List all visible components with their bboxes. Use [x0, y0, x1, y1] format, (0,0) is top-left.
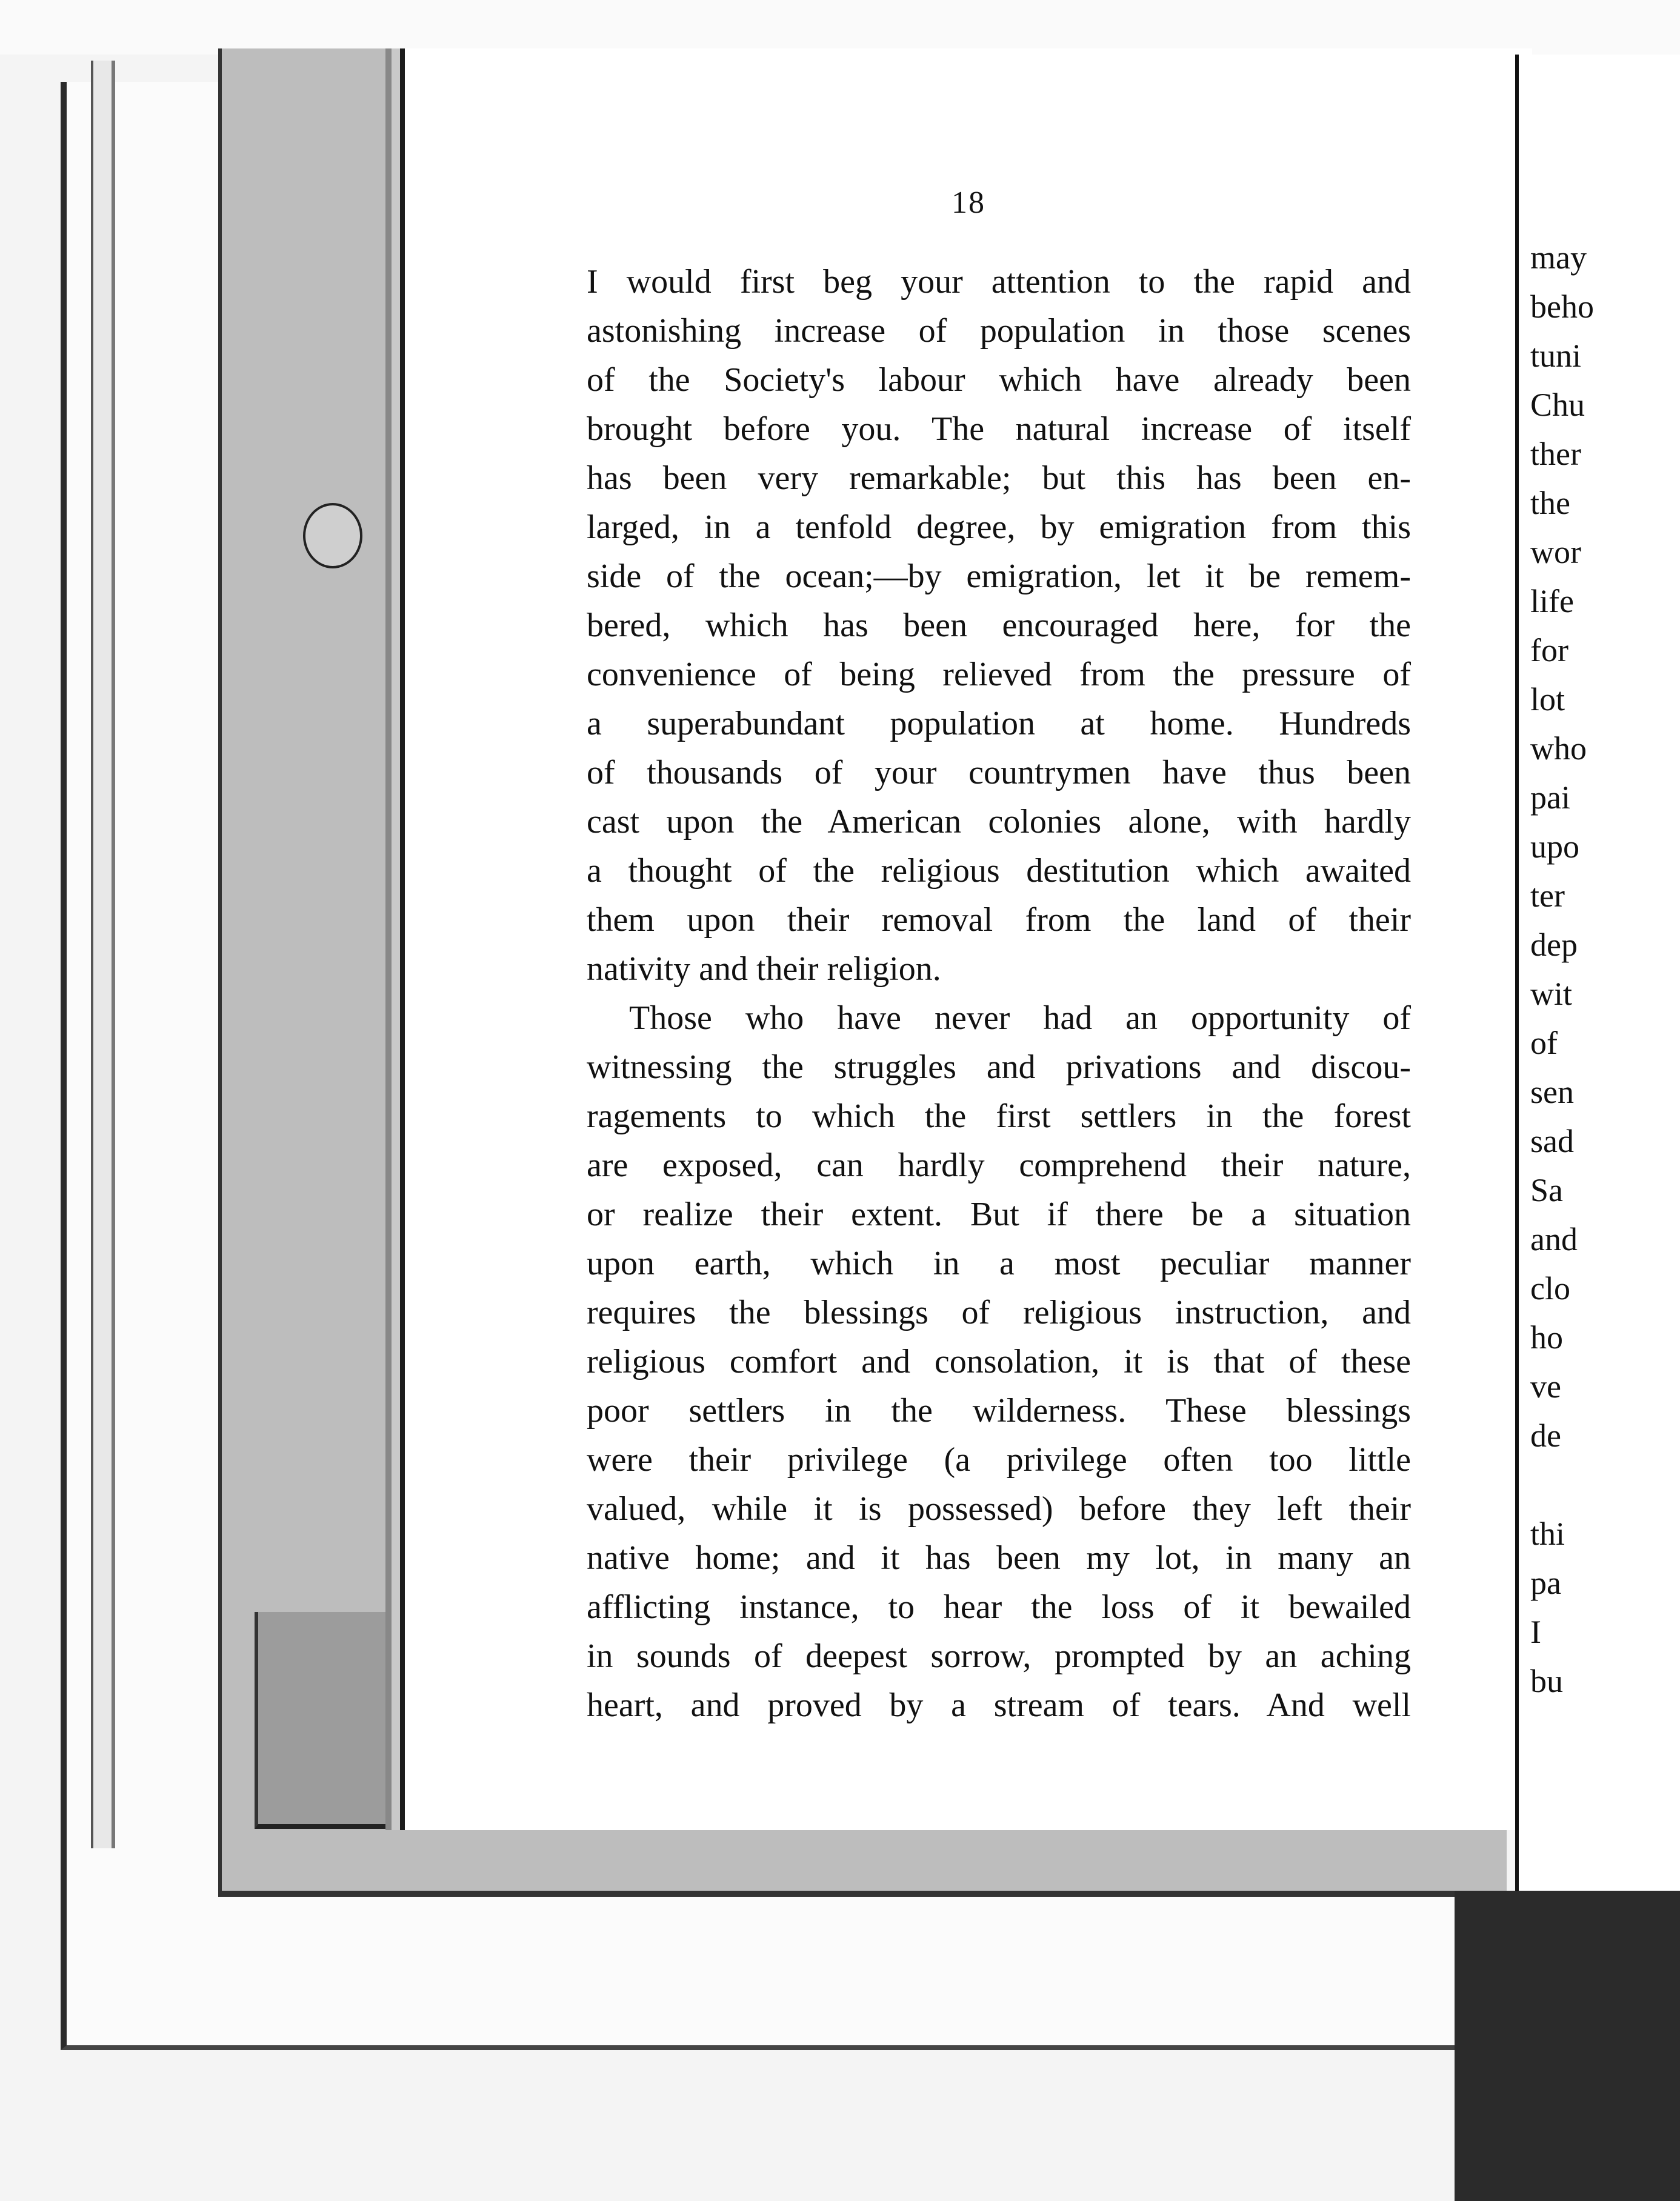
text-line: a thought of the religious destitution which awaited — [587, 852, 1411, 890]
text-line: were their privilege (a privilege often too little — [587, 1441, 1411, 1479]
text-line: witnessing the struggles and privations and discou- — [587, 1048, 1411, 1086]
facing-line: life — [1530, 583, 1574, 619]
text-line: cast upon the American colonies alone, with hardly — [587, 803, 1411, 841]
facing-line: the — [1530, 485, 1570, 521]
book-page — [400, 48, 1532, 1830]
facing-line: sad — [1530, 1123, 1574, 1159]
text-line: religious comfort and consolation, it is that of these — [587, 1343, 1411, 1380]
facing-line: wit — [1530, 976, 1573, 1012]
text-line: or realize their extent. But if there be a situation — [587, 1196, 1411, 1233]
facing-line: ther — [1530, 436, 1581, 472]
facing-page-text — [1530, 233, 1680, 1706]
text-line: ragements to which the first settlers in the forest — [587, 1097, 1411, 1135]
facing-line: pai — [1530, 779, 1570, 816]
facing-line: beho — [1530, 288, 1594, 325]
facing-line: wor — [1530, 534, 1581, 570]
text-line: poor settlers in the wilderness. These blessings — [587, 1392, 1411, 1430]
facing-line: of — [1530, 1025, 1558, 1061]
page-edges — [91, 61, 115, 1848]
text-line: has been very remarkable; but this has been en- — [587, 459, 1411, 497]
text-line: heart, and proved by a stream of tears. And well — [587, 1687, 1411, 1724]
text-line: nativity and their religion. — [587, 950, 941, 988]
text-line: of the Society's labour which have already been — [587, 361, 1411, 399]
page-number: 18 — [952, 185, 985, 220]
text-line: astonishing increase of population in those scenes — [587, 312, 1411, 350]
binding-hole — [303, 503, 362, 568]
body-text — [587, 258, 1411, 1730]
text-line: I would first beg your attention to the rapid and — [587, 263, 1411, 301]
facing-line: I — [1530, 1614, 1541, 1650]
facing-line: ter — [1530, 877, 1565, 914]
facing-line: Sa — [1530, 1172, 1563, 1208]
text-line: afflicting instance, to hear the loss of it bewailed — [587, 1588, 1411, 1626]
text-line: side of the ocean;—by emigration, let it be remem- — [587, 558, 1411, 595]
facing-line: clo — [1530, 1270, 1570, 1307]
facing-line: upo — [1530, 828, 1579, 865]
text-line: brought before you. The natural increase of itself — [587, 410, 1411, 448]
text-line: native home; and it has been my lot, in many an — [587, 1539, 1411, 1577]
facing-line: who — [1530, 730, 1587, 767]
facing-line: thi — [1530, 1516, 1565, 1552]
text-line: are exposed, can hardly comprehend their nature, — [587, 1147, 1411, 1184]
facing-line: tuni — [1530, 338, 1582, 374]
text-line: Those who have never had an opportunity of — [629, 999, 1411, 1037]
facing-line: lot — [1530, 681, 1565, 718]
text-line: them upon their removal from the land of their — [587, 901, 1411, 939]
facing-line: ho — [1530, 1319, 1563, 1356]
facing-line: sen — [1530, 1074, 1574, 1110]
facing-line: dep — [1530, 927, 1578, 963]
facing-line: bu — [1530, 1663, 1563, 1699]
text-line: convenience of being relieved from the pressure of — [587, 656, 1411, 693]
text-line: bered, which has been encouraged here, for the — [587, 607, 1411, 644]
facing-line: ve — [1530, 1368, 1561, 1405]
text-line: of thousands of your countrymen have thus been — [587, 754, 1411, 791]
facing-line: pa — [1530, 1565, 1561, 1601]
text-line: in sounds of deepest sorrow, prompted by an aching — [587, 1637, 1411, 1675]
facing-line: may — [1530, 239, 1587, 276]
text-line: valued, while it is possessed) before they left their — [587, 1490, 1411, 1528]
text-line: requires the blessings of religious instruction, and — [587, 1294, 1411, 1331]
facing-line: de — [1530, 1417, 1561, 1454]
facing-line: Chu — [1530, 387, 1585, 423]
text-line: a superabundant population at home. Hundreds — [587, 705, 1411, 742]
facing-line: for — [1530, 632, 1568, 668]
book-spine — [1455, 1891, 1680, 2201]
facing-line: and — [1530, 1221, 1578, 1257]
text-line: upon earth, which in a most peculiar manner — [587, 1245, 1411, 1282]
text-line: larged, in a tenfold degree, by emigration from this — [587, 508, 1411, 546]
scan-top-margin — [0, 0, 1680, 55]
